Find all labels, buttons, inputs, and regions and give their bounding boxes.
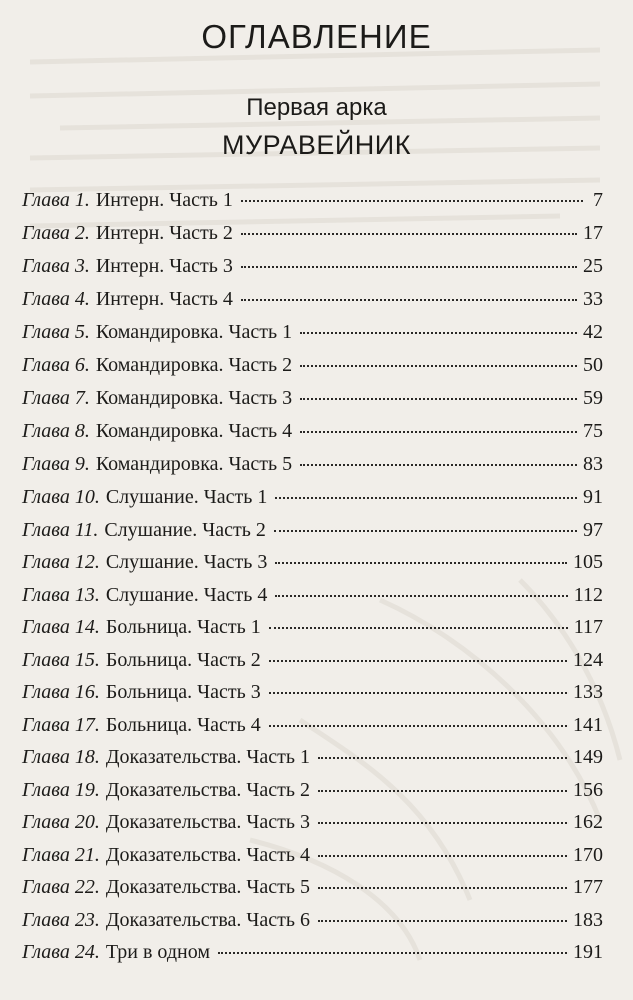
chapter-title: Больница. Часть 2 <box>105 648 261 671</box>
dot-leader <box>218 952 567 954</box>
chapter-number: Глава 6. <box>22 354 90 376</box>
toc-entry[interactable] <box>22 551 603 584</box>
page-number: 42 <box>583 321 603 343</box>
page-number: 149 <box>573 746 603 768</box>
page-number: 33 <box>583 288 603 310</box>
dot-leader <box>318 855 567 857</box>
page-number: 117 <box>573 616 603 638</box>
page-number: 25 <box>583 255 603 277</box>
toc-entry[interactable] <box>22 714 603 747</box>
page-number: 75 <box>583 420 603 442</box>
dot-leader <box>269 627 568 629</box>
table-of-contents <box>22 189 603 974</box>
toc-entry[interactable] <box>22 354 603 387</box>
dot-leader <box>300 398 577 400</box>
dot-leader <box>318 887 567 889</box>
page-number: 59 <box>583 387 603 409</box>
toc-entry[interactable] <box>22 584 603 617</box>
dot-leader <box>241 299 577 301</box>
chapter-number: Глава 10. <box>22 486 100 508</box>
chapter-number: Глава 5. <box>22 321 90 343</box>
chapter-number: Глава 17. <box>22 713 100 736</box>
toc-entry[interactable] <box>22 321 603 354</box>
chapter-number: Глава 14. <box>22 616 100 638</box>
toc-entry[interactable] <box>22 876 603 909</box>
toc-entry[interactable] <box>22 387 603 420</box>
toc-entry[interactable] <box>22 189 603 222</box>
chapter-title: Слушание. Часть 4 <box>105 583 268 606</box>
toc-entry[interactable] <box>22 453 603 486</box>
page-number: 50 <box>583 354 603 376</box>
page-number: 97 <box>583 518 603 541</box>
dot-leader <box>241 233 577 235</box>
toc-entry[interactable] <box>22 486 603 519</box>
chapter-title: Доказательства. Часть 6 <box>105 908 311 931</box>
toc-entry[interactable] <box>22 288 603 321</box>
chapter-title: Командировка. Часть 1 <box>95 321 293 343</box>
page-number: 141 <box>573 713 603 736</box>
toc-entry[interactable] <box>22 519 603 552</box>
chapter-title: Больница. Часть 3 <box>105 681 261 703</box>
toc-entry[interactable] <box>22 420 603 453</box>
dot-leader <box>269 660 567 662</box>
page-number: 170 <box>573 843 603 866</box>
page-number: 191 <box>573 941 603 963</box>
toc-entry[interactable] <box>22 844 603 877</box>
toc-entry[interactable] <box>22 616 603 649</box>
chapter-number: Глава 24. <box>22 941 100 963</box>
chapter-number: Глава 1. <box>22 189 90 211</box>
dot-leader <box>241 266 577 268</box>
chapter-title: Доказательства. Часть 3 <box>105 811 311 833</box>
dot-leader <box>318 920 567 922</box>
chapter-number: Глава 8. <box>22 420 90 442</box>
dot-leader <box>318 757 567 759</box>
chapter-title: Доказательства. Часть 2 <box>105 778 311 801</box>
chapter-number: Глава 7. <box>22 387 90 409</box>
toc-entry[interactable] <box>22 649 603 682</box>
page-number: 133 <box>573 681 603 703</box>
chapter-number: Глава 4. <box>22 288 90 310</box>
chapter-title: Командировка. Часть 4 <box>95 420 293 442</box>
chapter-title: Слушание. Часть 3 <box>105 551 268 573</box>
chapter-title: Больница. Часть 4 <box>105 713 261 736</box>
page-title: ОГЛАВЛЕНИЕ <box>201 18 432 55</box>
section-title: Первая арка <box>246 94 387 121</box>
chapter-number: Глава 20. <box>22 811 100 833</box>
chapter-number: Глава 19. <box>22 778 100 801</box>
page-number: 156 <box>573 778 603 801</box>
chapter-number: Глава 11. <box>22 518 99 541</box>
page-number: 177 <box>573 876 603 898</box>
chapter-number: Глава 3. <box>22 255 90 277</box>
chapter-title: Доказательства. Часть 5 <box>105 876 311 898</box>
chapter-title: Командировка. Часть 2 <box>95 354 293 376</box>
dot-leader <box>274 530 577 532</box>
page-number: 124 <box>573 648 603 671</box>
dot-leader <box>269 692 567 694</box>
dot-leader <box>275 595 567 597</box>
toc-entry[interactable] <box>22 255 603 288</box>
page-number: 105 <box>573 551 603 573</box>
chapter-number: Глава 13. <box>22 583 100 606</box>
toc-entry[interactable] <box>22 941 603 974</box>
page-number: 162 <box>573 811 603 833</box>
chapter-number: Глава 15. <box>22 648 100 671</box>
chapter-title: Интерн. Часть 3 <box>95 255 233 277</box>
chapter-number: Глава 22. <box>22 876 100 898</box>
subsection-title: МУРАВЕЙНИК <box>222 130 411 160</box>
dot-leader <box>269 725 567 727</box>
toc-entry[interactable] <box>22 746 603 779</box>
chapter-number: Глава 18. <box>22 746 100 768</box>
chapter-title: Командировка. Часть 5 <box>95 453 293 475</box>
chapter-number: Глава 2. <box>22 222 90 244</box>
chapter-title: Интерн. Часть 4 <box>95 288 233 310</box>
page-number: 17 <box>583 222 603 244</box>
toc-entry[interactable] <box>22 222 603 255</box>
dot-leader <box>275 562 567 564</box>
dot-leader <box>318 790 567 792</box>
dot-leader <box>318 822 567 824</box>
chapter-number: Глава 21. <box>22 843 100 866</box>
dot-leader <box>275 497 577 499</box>
dot-leader <box>300 332 577 334</box>
toc-entry[interactable] <box>22 779 603 812</box>
chapter-number: Глава 9. <box>22 453 90 475</box>
page-number: 183 <box>573 908 603 931</box>
chapter-title: Интерн. Часть 1 <box>95 189 233 211</box>
dot-leader <box>300 464 577 466</box>
chapter-title: Интерн. Часть 2 <box>95 222 233 244</box>
page-number: 7 <box>593 189 603 211</box>
page-number: 91 <box>583 486 603 508</box>
chapter-title: Доказательства. Часть 4 <box>105 843 311 866</box>
toc-entry[interactable] <box>22 909 603 942</box>
page-number: 112 <box>573 583 603 606</box>
chapter-title: Три в одном <box>105 941 211 963</box>
chapter-number: Глава 12. <box>22 551 100 573</box>
page-number: 83 <box>583 453 603 475</box>
chapter-title: Доказательства. Часть 1 <box>105 746 311 768</box>
chapter-title: Больница. Часть 1 <box>105 616 261 638</box>
chapter-number: Глава 23. <box>22 908 100 931</box>
chapter-number: Глава 16. <box>22 681 100 703</box>
toc-entry[interactable] <box>22 811 603 844</box>
chapter-title: Командировка. Часть 3 <box>95 387 293 409</box>
chapter-title: Слушание. Часть 1 <box>105 486 268 508</box>
dot-leader <box>241 200 583 202</box>
dot-leader <box>300 431 577 433</box>
chapter-title: Слушание. Часть 2 <box>104 518 266 541</box>
dot-leader <box>300 365 577 367</box>
toc-entry[interactable] <box>22 681 603 714</box>
